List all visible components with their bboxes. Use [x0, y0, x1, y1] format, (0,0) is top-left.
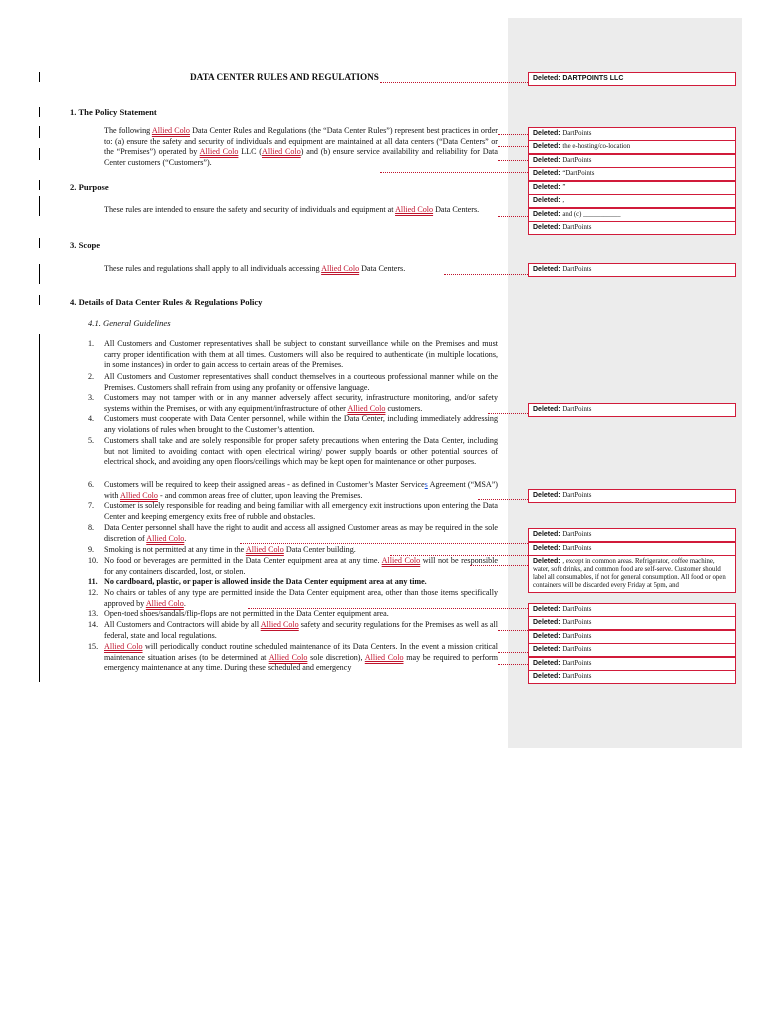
- comment-leader-line: [240, 543, 528, 545]
- change-bar: [39, 334, 40, 682]
- change-bar: [39, 126, 40, 138]
- change-bar: [39, 148, 40, 160]
- list-item: Open-toed shoes/sandals/flip-flops are not permitted in the Data Center equipment area.: [104, 609, 389, 618]
- section-heading-scope: 3. Scope: [70, 240, 101, 250]
- list-item: Customers shall take and are solely responsible for proper safety precautions when entering the Data Center, including but not limited to avoiding contact with open electrical wiring/ power supply boards or other potential sources of electrical shock, and avoiding any open floors/ceilings which may be kept open for maintenance or other purposes.: [104, 436, 498, 467]
- deleted-balloon[interactable]: Deleted: ”: [528, 181, 736, 195]
- deleted-balloon[interactable]: Deleted: DartPoints: [528, 630, 736, 644]
- list-number: 2.: [88, 372, 95, 381]
- comment-leader-line: [498, 160, 528, 162]
- deleted-balloon[interactable]: Deleted: DartPoints: [528, 603, 736, 617]
- list-item: All Customers and Contractors will abide by all Allied Colo safety and security regulations for the Premises as well as all federal, state and local regulations.: [104, 620, 498, 640]
- change-bar: [39, 107, 40, 117]
- deleted-balloon[interactable]: Deleted: DARTPOINTS LLC: [528, 72, 736, 86]
- list-number: 1.: [88, 339, 95, 348]
- deleted-balloon[interactable]: Deleted: “DartPoints: [528, 167, 736, 181]
- section-heading-purpose: 2. Purpose: [70, 182, 109, 192]
- comment-leader-line: [498, 652, 528, 654]
- comment-leader-line: [380, 172, 528, 174]
- list-number: 5.: [88, 436, 95, 445]
- list-number: 15.: [88, 642, 99, 651]
- section-heading-details: 4. Details of Data Center Rules & Regulations Policy: [70, 297, 263, 307]
- list-item: Data Center personnel shall have the right to audit and access all assigned Customer areas as may be required in the sole discretion of Allied Colo.: [104, 523, 498, 543]
- deleted-balloon[interactable]: Deleted: DartPoints: [528, 670, 736, 684]
- list-number: 13.: [88, 609, 99, 618]
- deleted-balloon[interactable]: Deleted: DartPoints: [528, 221, 736, 235]
- comment-leader-line: [498, 146, 528, 148]
- list-item: Customer is solely responsible for reading and being familiar with all emergency exit instructions upon entering the Data Center and keeping emergency exits free of rubble and obstacles.: [104, 501, 498, 521]
- comment-leader-line: [470, 565, 528, 567]
- deleted-balloon[interactable]: Deleted: DartPoints: [528, 263, 736, 277]
- deleted-balloon[interactable]: Deleted: the e-hosting/co-location: [528, 140, 736, 154]
- list-item: Customers may not tamper with or in any manner adversely affect security, infrastructure monitoring, and/or safety systems within the Premises, or with any equipment/infrastructure of other Allied Colo customers.: [104, 393, 498, 413]
- comment-leader-line: [498, 216, 528, 218]
- deleted-balloon[interactable]: Deleted: DartPoints: [528, 489, 736, 503]
- list-item: Allied Colo will periodically conduct routine scheduled maintenance of its Data Centers. In the event a mission critical maintenance situation arises (to be determined at Allied Colo sole discretion), Allied Colo may be required to perform emergency maintenance at any time. During these scheduled and emergency: [104, 642, 499, 673]
- comment-leader-line: [498, 630, 528, 632]
- deleted-balloon[interactable]: Deleted: and (c) ___________: [528, 208, 736, 222]
- deleted-balloon[interactable]: Deleted: DartPoints: [528, 127, 736, 141]
- change-bar: [39, 196, 40, 216]
- section-heading-policy: 1. The Policy Statement: [70, 107, 157, 117]
- deleted-balloon[interactable]: Deleted: DartPoints: [528, 403, 736, 417]
- deleted-balloon[interactable]: Deleted: DartPoints: [528, 657, 736, 671]
- comment-leader-line: [248, 608, 528, 610]
- deleted-balloon[interactable]: Deleted: DartPoints: [528, 542, 736, 556]
- list-number: 8.: [88, 523, 95, 532]
- purpose-paragraph: These rules are intended to ensure the safety and security of individuals and equipment at Allied Colo Data Centers.: [104, 205, 480, 214]
- list-item: No food or beverages are permitted in the Data Center equipment area at any time. Allied Colo will not be responsible for any containers discarded, lost, or stolen.: [104, 556, 498, 576]
- list-number: 14.: [88, 620, 99, 629]
- policy-paragraph: The following Allied Colo Data Center Rules and Regulations (the “Data Center Rules”) represent best practices in order to: (a) ensure the safety and security of individuals and equipment are maintained at all data centers (“Data Centers” or the “Premises”) operated by Allied Colo LLC (Allied Colo) and (b) ensure service availability and reliability for Data Center customers (“Customers”).: [104, 126, 498, 167]
- scope-paragraph: These rules and regulations shall apply to all individuals accessing Allied Colo Data Centers.: [104, 264, 406, 273]
- change-bar: [39, 295, 40, 305]
- list-number: 3.: [88, 393, 95, 402]
- deleted-balloon[interactable]: Deleted: DartPoints: [528, 154, 736, 168]
- list-item: All Customers and Customer representatives shall conduct themselves in a courteous professional manner while on the Premises. Customers shall refrain from using any profanity or offensive language.: [104, 372, 498, 392]
- comment-leader-line: [390, 555, 528, 557]
- comment-leader-line: [488, 413, 528, 415]
- list-item: Customers will be required to keep their assigned areas - as defined in Customer’s Master Services Agreement (“MSA”) with Allied Colo - and common areas free of clutter, upon leaving the Premises.: [104, 480, 498, 500]
- list-item: All Customers and Customer representatives shall be subject to constant surveillance while on the Premises and must carry proper identification with them at all times. Customers will also be required to authenticate (in multiple locations, in some instances) in order to gain access to certain areas of the Premises.: [104, 339, 498, 370]
- deleted-balloon[interactable]: Deleted: DartPoints: [528, 616, 736, 630]
- comment-leader-line: [444, 274, 528, 276]
- deleted-balloon[interactable]: Deleted: DartPoints: [528, 528, 736, 542]
- change-bar: [39, 264, 40, 284]
- list-number: 11.: [88, 577, 98, 586]
- change-bar: [39, 180, 40, 190]
- deleted-balloon[interactable]: Deleted: , except in common areas. Refrigerator, coffee machine, water, soft drinks, and common food are self-serve. Customer should label all consumables, if not for general consumption. All food or open containers will be discarded every Friday at 5pm, and: [528, 555, 736, 593]
- change-bar: [39, 238, 40, 248]
- list-number: 4.: [88, 414, 95, 423]
- list-item: Smoking is not permitted at any time in the Allied Colo Data Center building.: [104, 545, 356, 554]
- list-number: 9.: [88, 545, 95, 554]
- comment-leader-line: [498, 134, 528, 136]
- list-number: 6.: [88, 480, 95, 489]
- list-number: 12.: [88, 588, 99, 597]
- subsection-heading-guidelines: 4.1. General Guidelines: [88, 318, 171, 328]
- deleted-balloon[interactable]: Deleted: DartPoints: [528, 643, 736, 657]
- deleted-balloon[interactable]: Deleted: ,: [528, 194, 736, 208]
- list-item: No cardboard, plastic, or paper is allowed inside the Data Center equipment area at any time.: [104, 577, 427, 586]
- change-bar: [39, 72, 40, 82]
- comment-leader-line: [498, 664, 528, 666]
- list-number: 10.: [88, 556, 99, 565]
- list-item: No chairs or tables of any type are permitted inside the Data Center equipment area, other than those items specifically approved by Allied Colo.: [104, 588, 498, 608]
- list-item: Customers must cooperate with Data Center personnel, while within the Data Center, including immediately addressing any violations of rules when brought to the Customer’s attention.: [104, 414, 498, 434]
- list-number: 7.: [88, 501, 95, 510]
- comment-leader-line: [380, 82, 528, 84]
- comment-leader-line: [478, 499, 528, 501]
- document-title: DATA CENTER RULES AND REGULATIONS: [190, 72, 379, 82]
